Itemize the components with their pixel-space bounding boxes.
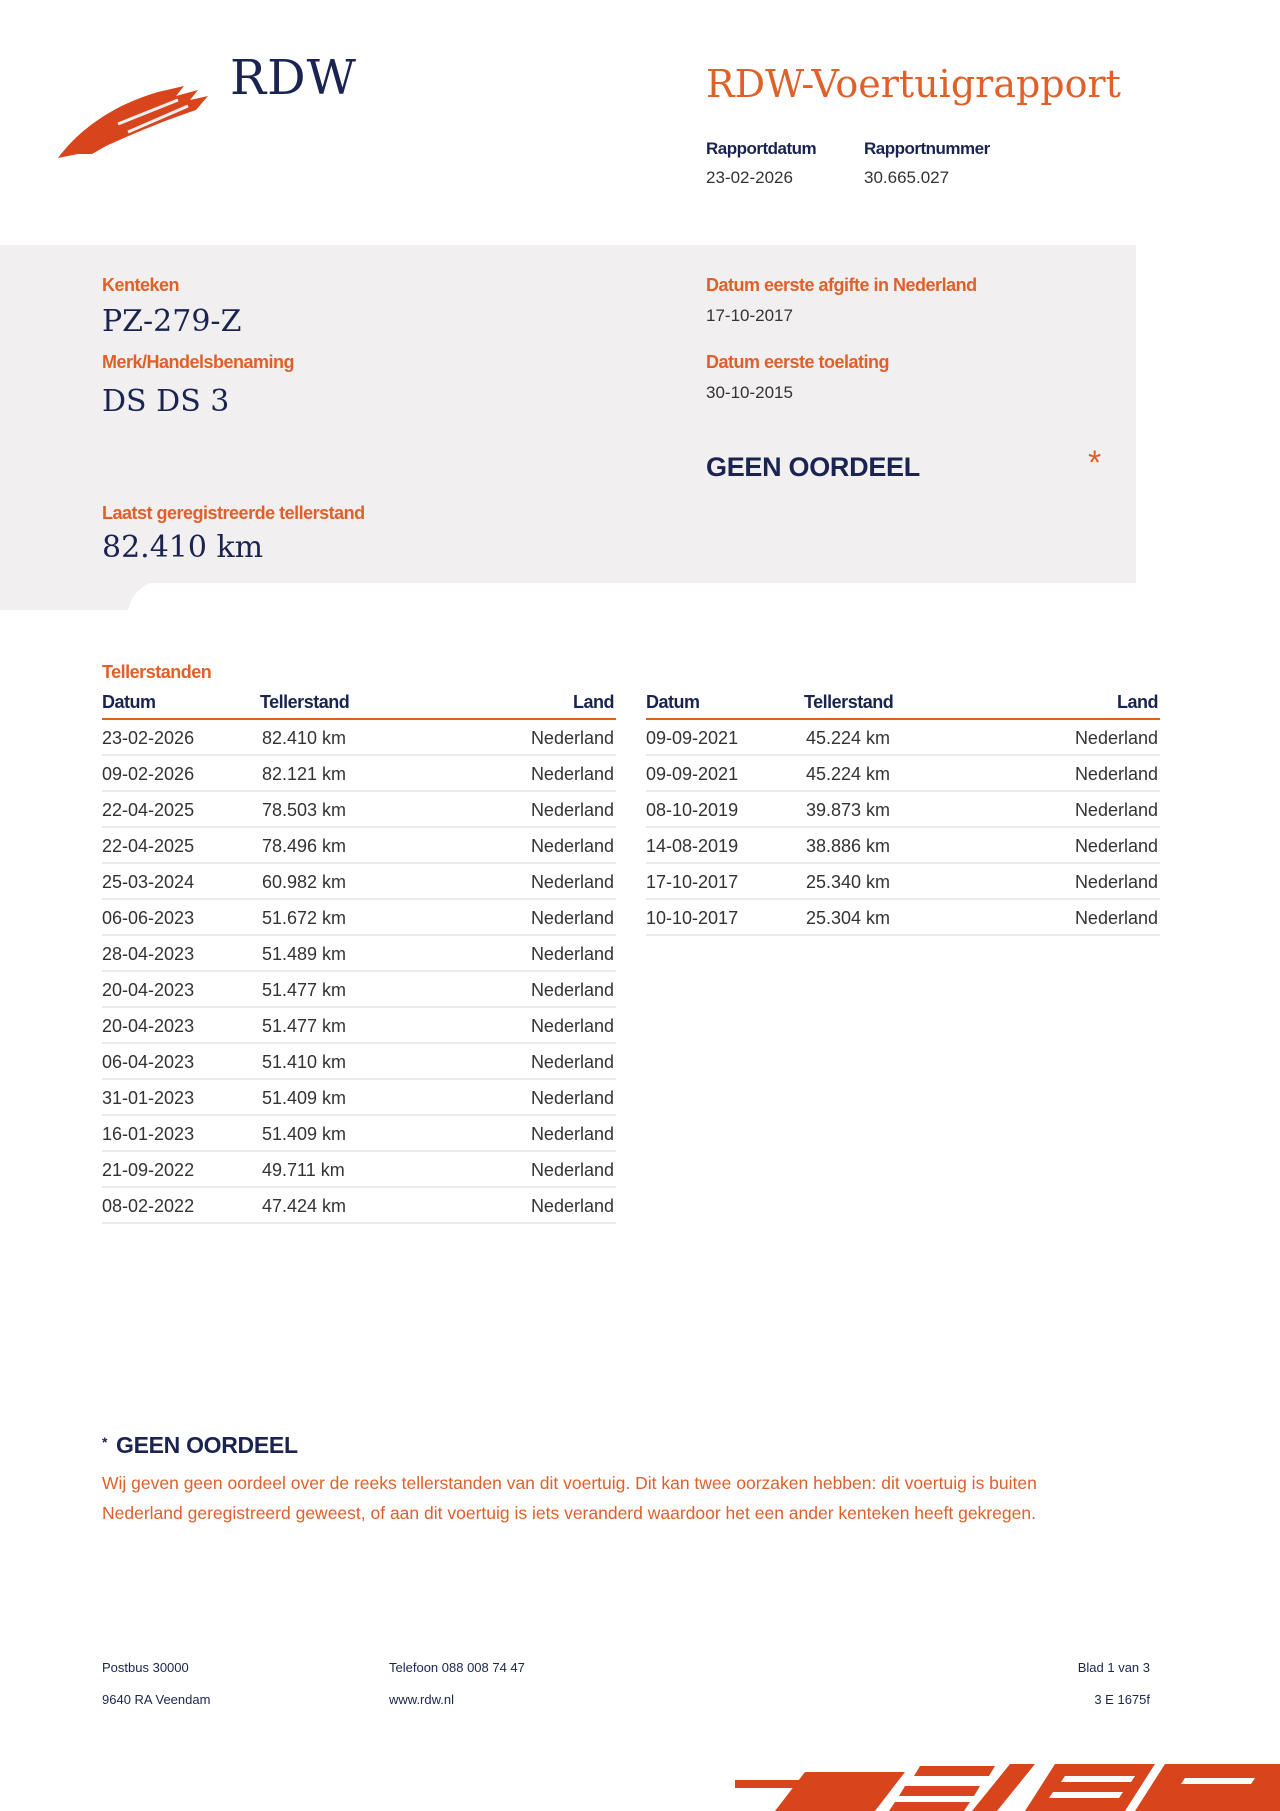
- verdict-marker: *: [1088, 444, 1102, 482]
- row-date: 08-10-2019: [646, 800, 739, 820]
- column-header-country: Land: [573, 692, 614, 712]
- table-row: [102, 828, 616, 864]
- row-date: 23-02-2026: [102, 728, 195, 748]
- report-number: 30.665.027: [864, 168, 950, 187]
- row-country: Nederland: [1074, 872, 1158, 892]
- row-date: 08-02-2022: [102, 1196, 195, 1216]
- odometer-table-title: Tellerstanden: [102, 662, 212, 682]
- table-row: [102, 1008, 616, 1044]
- row-odometer: 25.304 km: [806, 908, 891, 928]
- row-odometer: 45.224 km: [806, 764, 891, 784]
- row-odometer: 51.672 km: [262, 908, 347, 928]
- plate-label: Kenteken: [102, 275, 180, 295]
- row-date: 06-04-2023: [102, 1052, 195, 1072]
- row-country: Nederland: [1074, 908, 1158, 928]
- footer-address-line2: 9640 RA Veendam: [102, 1692, 211, 1707]
- row-country: Nederland: [530, 1052, 614, 1072]
- table-row: [646, 900, 1160, 936]
- last-odometer-value: 82.410 km: [102, 530, 264, 565]
- row-odometer: 45.224 km: [806, 728, 891, 748]
- row-country: Nederland: [530, 944, 614, 964]
- column-header-date: Datum: [102, 692, 156, 712]
- table-row: [102, 1188, 616, 1224]
- rdw-stripes-graphic: [735, 1758, 1280, 1811]
- footer-code: 3 E 1675f: [1094, 1692, 1150, 1707]
- table-header: [646, 692, 1160, 720]
- table-row: [646, 756, 1160, 792]
- odometer-table-right: [646, 692, 1160, 936]
- column-header-odometer: Tellerstand: [260, 692, 350, 712]
- footer-page-number: Blad 1 van 3: [1077, 1660, 1150, 1675]
- table-row: [646, 792, 1160, 828]
- first-admission-value: 30-10-2015: [706, 383, 793, 402]
- row-date: 14-08-2019: [646, 836, 739, 856]
- row-date: 09-09-2021: [646, 764, 739, 784]
- table-row: [102, 1080, 616, 1116]
- rdw-logo-icon: [58, 80, 218, 162]
- row-odometer: 49.711 km: [262, 1160, 345, 1180]
- column-header-country: Land: [1117, 692, 1158, 712]
- row-odometer: 47.424 km: [262, 1196, 347, 1216]
- row-odometer: 82.410 km: [262, 728, 347, 748]
- row-date: 31-01-2023: [102, 1088, 195, 1108]
- plate-value: PZ-279-Z: [102, 304, 242, 339]
- table-header: [102, 692, 616, 720]
- column-header-odometer: Tellerstand: [804, 692, 894, 712]
- row-country: Nederland: [530, 1196, 614, 1216]
- row-country: Nederland: [530, 872, 614, 892]
- table-row: [646, 720, 1160, 756]
- row-date: 22-04-2025: [102, 800, 195, 820]
- verdict: GEEN OORDEEL: [706, 452, 920, 482]
- row-date: 10-10-2017: [646, 908, 739, 928]
- row-date: 20-04-2023: [102, 1016, 195, 1036]
- panel-notch: [0, 583, 150, 610]
- footer-website-link[interactable]: www.rdw.nl: [389, 1692, 455, 1707]
- row-date: 20-04-2023: [102, 980, 195, 1000]
- row-country: Nederland: [1074, 764, 1158, 784]
- footer-phone: Telefoon 088 008 74 47: [389, 1660, 525, 1675]
- row-country: Nederland: [530, 1160, 614, 1180]
- row-country: Nederland: [1074, 800, 1158, 820]
- table-row: [102, 1116, 616, 1152]
- row-date: 09-02-2026: [102, 764, 195, 784]
- footnote-text: Wij geven geen oordeel over de reeks tellerstanden van dit voertuig. Dit kan twee oorzaken hebben: dit voertuig is buiten Nederland geregistreerd geweest, of aan dit voertuig is iets veranderd waardoor het een ander kenteken heeft gekregen.: [102, 1473, 1037, 1523]
- row-country: Nederland: [1074, 728, 1158, 748]
- row-country: Nederland: [530, 1088, 614, 1108]
- table-row: [102, 864, 616, 900]
- first-issue-nl-value: 17-10-2017: [706, 306, 793, 325]
- table-row: [646, 864, 1160, 900]
- row-date: 06-06-2023: [102, 908, 195, 928]
- table-row: [102, 1152, 616, 1188]
- table-row: [102, 756, 616, 792]
- first-issue-nl-label: Datum eerste afgifte in Nederland: [706, 275, 977, 295]
- row-country: Nederland: [530, 1124, 614, 1144]
- row-odometer: 78.496 km: [262, 836, 347, 856]
- row-odometer: 25.340 km: [806, 872, 891, 892]
- row-country: Nederland: [530, 1016, 614, 1036]
- row-date: 21-09-2022: [102, 1160, 195, 1180]
- row-odometer: 60.982 km: [262, 872, 347, 892]
- row-date: 17-10-2017: [646, 872, 739, 892]
- table-row: [102, 792, 616, 828]
- table-row: [102, 720, 616, 756]
- row-odometer: 51.409 km: [262, 1088, 347, 1108]
- row-odometer: 51.410 km: [262, 1052, 347, 1072]
- footnote-title: GEEN OORDEEL: [116, 1432, 298, 1458]
- last-odometer-label: Laatst geregistreerde tellerstand: [102, 503, 365, 523]
- row-country: Nederland: [530, 980, 614, 1000]
- row-odometer: 82.121 km: [262, 764, 347, 784]
- row-date: 25-03-2024: [102, 872, 195, 892]
- brand-name: RDW: [230, 50, 357, 106]
- table-row: [646, 828, 1160, 864]
- row-country: Nederland: [530, 728, 614, 748]
- row-odometer: 39.873 km: [806, 800, 891, 820]
- footnote-marker: *: [102, 1434, 108, 1450]
- row-country: Nederland: [530, 836, 614, 856]
- first-admission-label: Datum eerste toelating: [706, 352, 890, 372]
- row-date: 22-04-2025: [102, 836, 195, 856]
- row-date: 09-09-2021: [646, 728, 739, 748]
- row-date: 28-04-2023: [102, 944, 195, 964]
- row-date: 16-01-2023: [102, 1124, 195, 1144]
- row-odometer: 78.503 km: [262, 800, 347, 820]
- table-row: [102, 972, 616, 1008]
- footer-address-line1: Postbus 30000: [102, 1660, 189, 1675]
- report-date-label: Rapportdatum: [706, 139, 817, 158]
- report-title: RDW-Voertuigrapport: [706, 62, 1121, 106]
- table-row: [102, 936, 616, 972]
- row-country: Nederland: [530, 800, 614, 820]
- row-odometer: 51.477 km: [262, 1016, 347, 1036]
- report-date: 23-02-2026: [706, 168, 793, 187]
- row-odometer: 51.409 km: [262, 1124, 347, 1144]
- row-country: Nederland: [530, 908, 614, 928]
- odometer-table-left: [102, 692, 616, 1224]
- report-number-label: Rapportnummer: [864, 139, 990, 158]
- row-odometer: 51.477 km: [262, 980, 347, 1000]
- row-country: Nederland: [1074, 836, 1158, 856]
- brand-value: DS DS 3: [102, 384, 230, 419]
- row-country: Nederland: [530, 764, 614, 784]
- table-row: [102, 1044, 616, 1080]
- brand-label: Merk/Handelsbenaming: [102, 352, 295, 372]
- row-odometer: 38.886 km: [806, 836, 891, 856]
- table-row: [102, 900, 616, 936]
- column-header-date: Datum: [646, 692, 700, 712]
- row-odometer: 51.489 km: [262, 944, 347, 964]
